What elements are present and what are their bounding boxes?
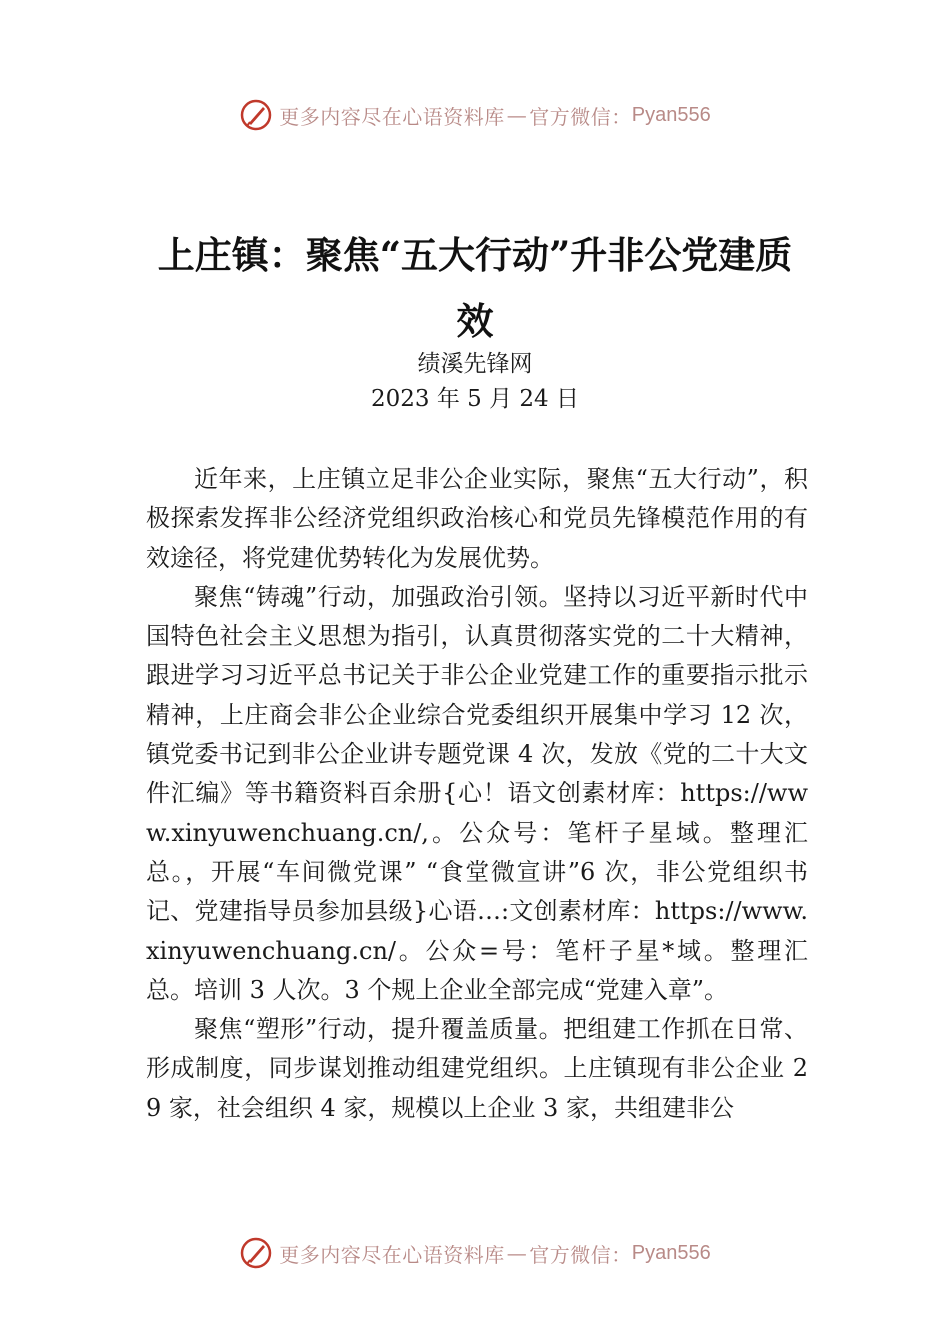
watermark-id: Pyan556 (631, 1241, 711, 1264)
watermark-separator: — (506, 103, 528, 127)
watermark-text: 更多内容尽在心语资料库 (279, 1242, 505, 1267)
watermark-separator: — (506, 1241, 528, 1265)
article-source: 绩溪先锋网 (417, 351, 533, 377)
watermark-id: Pyan556 (631, 103, 711, 126)
article-body (146, 460, 808, 1128)
paragraph: 聚焦“铸魂”行动，加强政治引领。坚持以习近平新时代中国特色社会主义思想为指引，认真贯彻落实党的二十大精神，跟进学习习近平总书记关于非公企业党建工作的重要指示批示精神，上庄商会非公企业综合党委组织开展集中学习 12 次，镇党委书记到非公企业讲专题党课 4 次，发放《党的二十大文件汇编》等书籍资料百余册{心！语文创素材库：https://www.xinyuwenchuang.cn/,。公众号：笔杆子星域。整理汇总。，开展“车间微党课” “食堂微宣讲”6 次，非公党组织书记、党建指导员参加县级}心语…:文创素材库：https://www.xinyuwenchuang.cn/。公众=号：笔杆子星*域。整理汇总。培训 3 人次。3 个规上企业全部完成“党建入章”。 (146, 582, 808, 1004)
quill-logo-icon (239, 1236, 273, 1270)
paragraph: 近年来，上庄镇立足非公企业实际，聚焦“五大行动”，积极探索发挥非公经济党组织政治核心和党员先锋模范作用的有效途径，将党建优势转化为发展优势。 (146, 465, 808, 572)
watermark-header (0, 95, 950, 135)
watermark-label: 官方微信： (529, 1242, 632, 1267)
watermark-footer (0, 1233, 950, 1273)
watermark-text: 更多内容尽在心语资料库 (279, 104, 505, 129)
article-date: 2023 年 5 月 24 日 (371, 386, 579, 412)
watermark-label: 官方微信： (529, 104, 632, 129)
article-title: 上庄镇：聚焦“五大行动”升非公党建质效 (157, 233, 793, 343)
paragraph: 聚焦“塑形”行动，提升覆盖质量。把组建工作抓在日常、形成制度，同步谋划推动组建党组织。上庄镇现有非公企业 29 家，社会组织 4 家，规模以上企业 3 家，共组建非公 (146, 1015, 808, 1122)
quill-logo-icon (239, 98, 273, 132)
